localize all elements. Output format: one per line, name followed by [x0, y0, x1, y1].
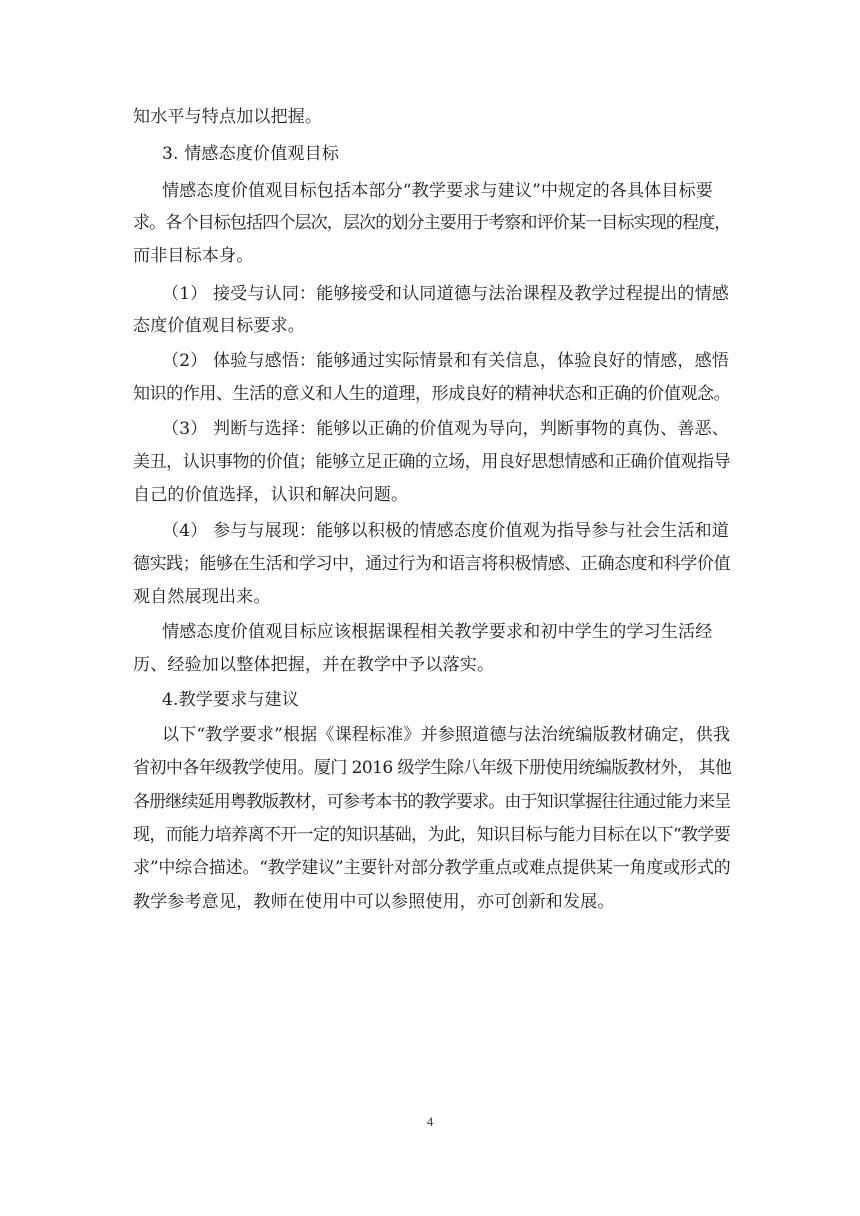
- text-line: 以下“教学要求”根据《课程标准》并参照道德与法治统编版教材确定，供我: [162, 725, 731, 745]
- text-line: （4） 参与与展现：能够以积极的情感态度价值观为指导参与社会生活和道: [162, 521, 730, 541]
- text-line: 情感态度价值观目标应该根据课程相关教学要求和初中学生的学习生活经: [162, 622, 713, 642]
- text-line: 求”中综合描述。“教学建议”主要针对部分教学重点或难点提供某一角度或形式的: [133, 858, 731, 878]
- text-line: 自己的价值选择，认识和解决问题。: [133, 485, 409, 505]
- text-line: （2） 体验与感悟：能够通过实际情景和有关信息，体验良好的情感，感悟: [162, 351, 730, 371]
- text-line: 现，而能力培养离不开一定的知识基础，为此，知识目标与能力目标在以下“教学要: [133, 825, 731, 845]
- text-line: （1） 接受与认同：能够接受和认同道德与法治课程及教学过程提出的情感: [162, 284, 730, 304]
- text-line: 各册继续延用粤教版教材，可参考本书的教学要求。由于知识掌握往往通过能力来呈: [133, 792, 731, 812]
- section-heading: 3. 情感态度价值观目标: [162, 144, 340, 164]
- text-line: 省初中各年级教学使用。厦门 2016 级学生除八年级下册使用统编版教材外， 其他: [133, 758, 732, 778]
- text-line: 态度价值观目标要求。: [133, 316, 305, 336]
- text-line: 求。各个目标包括四个层次，层次的划分主要用于考察和评价某一目标实现的程度，: [133, 213, 731, 233]
- text-line: 知水平与特点加以把握。: [133, 107, 323, 127]
- text-line: 而非目标本身。: [133, 246, 254, 266]
- text-line: 德实践；能够在生活和学习中，通过行为和语言将积极情感、正确态度和科学价值: [133, 554, 731, 574]
- text-line: 情感态度价值观目标包括本部分“教学要求与建议”中规定的各具体目标要: [162, 181, 713, 201]
- text-line: 观自然展现出来。: [133, 587, 271, 607]
- page-number: 4: [426, 1114, 434, 1129]
- text-line: 美丑，认识事物的价值；能够立足正确的立场，用良好思想情感和正确价值观指导: [133, 452, 731, 472]
- text-line: （3） 判断与选择：能够以正确的价值观为导向，判断事物的真伪、善恶、: [162, 419, 730, 439]
- text-line: 知识的作用、生活的意义和人生的道理，形成良好的精神状态和正确的价值观念。: [133, 384, 731, 404]
- text-line: 历、经验加以整体把握，并在教学中予以落实。: [133, 655, 495, 675]
- text-line: 教学参考意见，教师在使用中可以参照使用，亦可创新和发展。: [133, 892, 615, 912]
- section-heading: 4.教学要求与建议: [162, 690, 300, 710]
